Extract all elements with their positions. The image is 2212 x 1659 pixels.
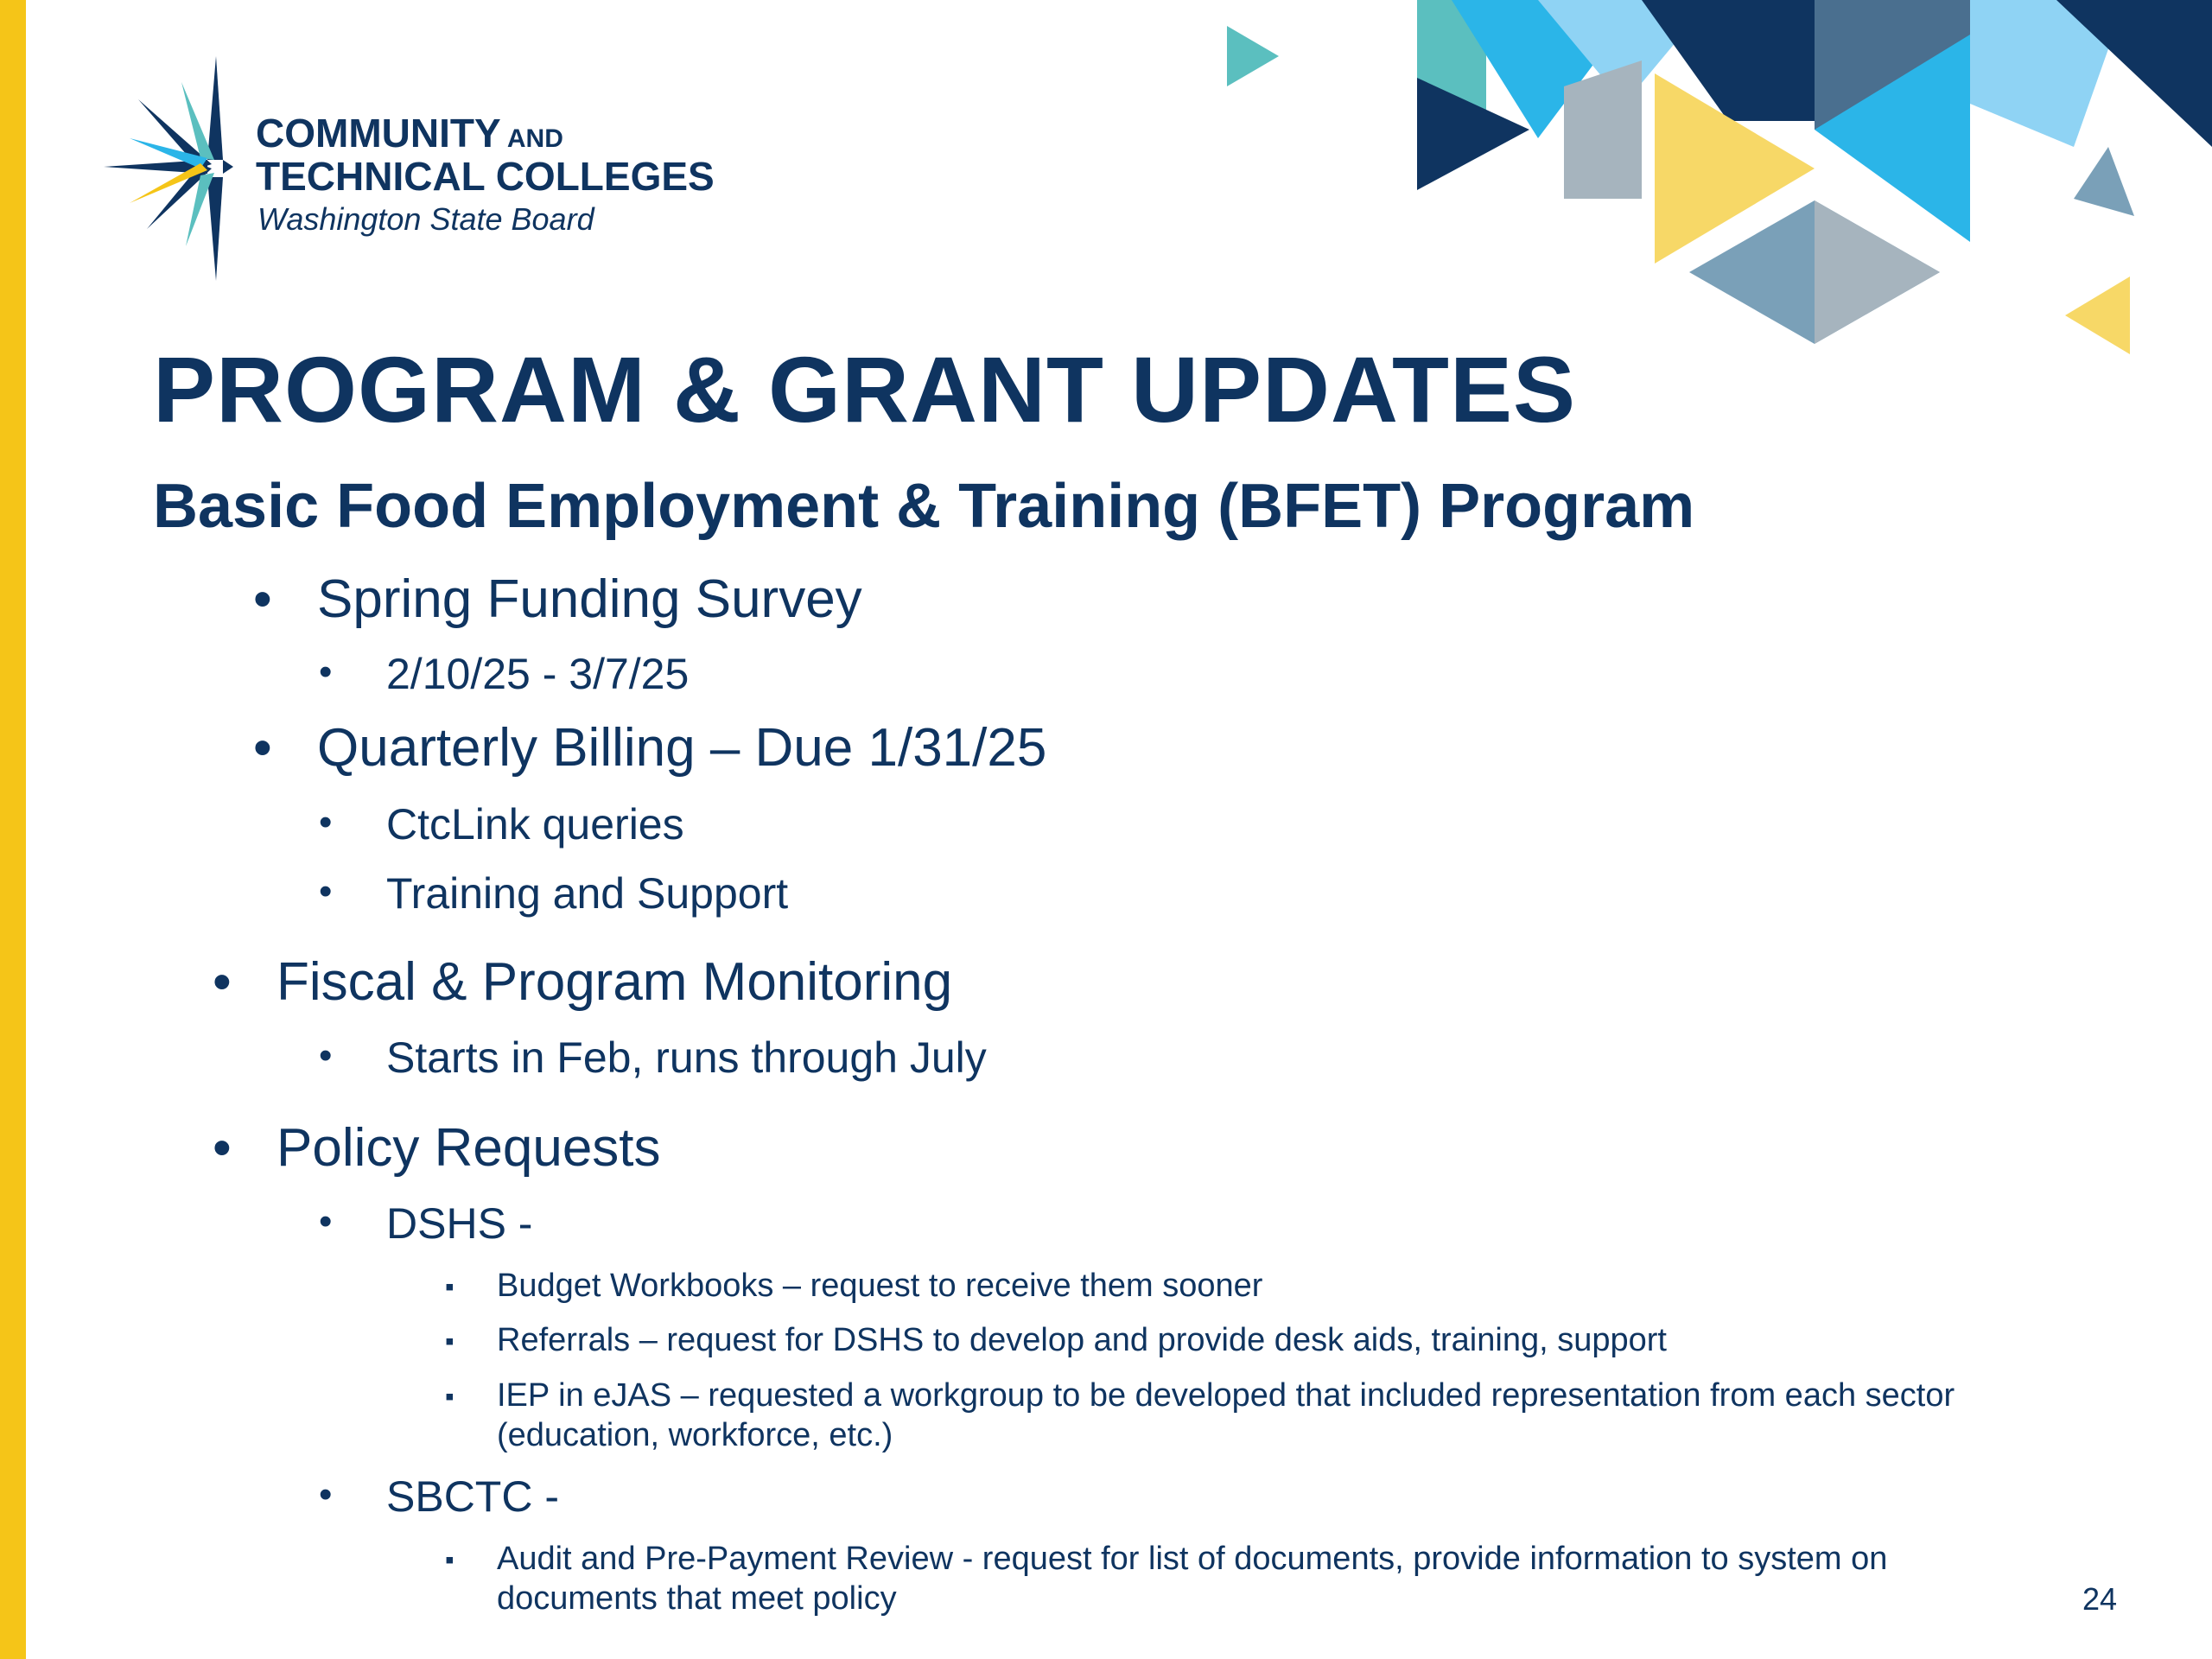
bullet-square: ▪ <box>445 1382 454 1411</box>
logo-text-community: COMMUNITY AND <box>256 111 563 156</box>
bullet-spring-funding-survey: • Spring Funding Survey <box>253 569 862 629</box>
bullet-audit-review: ▪ Audit and Pre-Payment Review - request for list of documents, provide information to system on documents that meet policy <box>445 1541 1888 1617</box>
bullet-referrals: ▪ Referrals – request for DSHS to develop and provide desk aids, training, support <box>497 1320 1667 1360</box>
bullet-dot: • <box>253 569 272 629</box>
bullet-dot: • <box>319 801 333 843</box>
bullet-policy-requests: • Policy Requests <box>213 1118 661 1178</box>
bullet-fiscal-monitoring: • Fiscal & Program Monitoring <box>213 952 953 1012</box>
bullet-square: ▪ <box>445 1273 454 1301</box>
gray-half-diamond <box>1815 200 1940 344</box>
bullet-dshs: • DSHS - <box>319 1199 533 1248</box>
bullet-dot: • <box>319 1034 333 1077</box>
bullet-dot: • <box>253 718 272 778</box>
bullet-training-support: • Training and Support <box>319 869 789 918</box>
bullet-dot: • <box>319 1200 333 1243</box>
page-number: 24 <box>2082 1581 2118 1617</box>
bullet-monitoring-dates: • Starts in Feb, runs through July <box>319 1033 987 1082</box>
bullet-square: ▪ <box>445 1546 454 1574</box>
bullet-dot: • <box>319 651 333 693</box>
sbctc-logo <box>104 56 760 289</box>
bullet-sbctc: • SBCTC - <box>319 1472 559 1521</box>
bullet-quarterly-billing: • Quarterly Billing – Due 1/31/25 <box>253 718 1047 778</box>
logo-star-icon <box>104 56 233 281</box>
yellow-triangle-small <box>2065 276 2130 354</box>
bullet-dot: • <box>213 1118 232 1178</box>
bullet-ctclink-queries: • CtcLink queries <box>319 800 684 849</box>
slide-subtitle: Basic Food Employment & Training (BFET) Program <box>153 472 1695 541</box>
bullet-dot: • <box>319 870 333 912</box>
bullet-square: ▪ <box>445 1327 454 1356</box>
slide-title: PROGRAM & GRANT UPDATES <box>153 337 1577 442</box>
bullet-dot: • <box>319 1473 333 1516</box>
bullet-iep-ejas: ▪ IEP in eJAS – requested a workgroup to be developed that included representation from each sector (education, workforce, etc.) <box>445 1377 1955 1453</box>
bullet-dot: • <box>213 952 232 1012</box>
logo-text-technical-colleges: TECHNICAL COLLEGES <box>256 154 715 199</box>
teal-triangle-right <box>2074 147 2134 216</box>
bullet-survey-dates: • 2/10/25 - 3/7/25 <box>319 650 690 698</box>
logo-text-washington-state-board: Washington State Board <box>257 201 594 237</box>
teal-small-triangle <box>1227 26 1279 86</box>
bullet-budget-workbooks: ▪ Budget Workbooks – request to receive them sooner <box>497 1266 1262 1306</box>
